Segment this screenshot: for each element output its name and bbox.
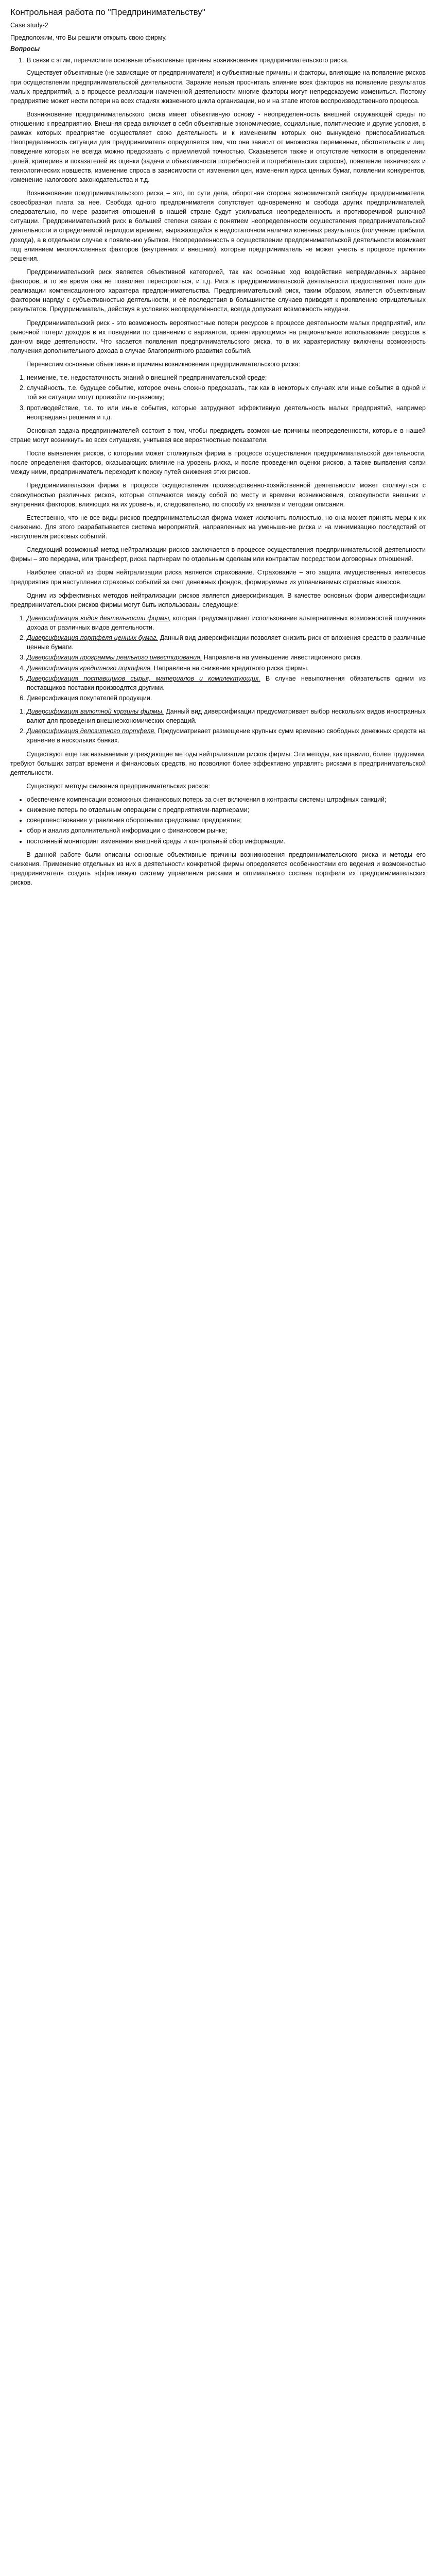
diversification-head: Диверсификация видов деятельности фирмы, — [27, 614, 171, 622]
diversification-text: Направлена на уменьшение инвестиционного риска. — [202, 654, 362, 662]
diversification-item — [27, 614, 426, 632]
method-item: • совершенствование управления оборотными средствами предприятия; — [27, 816, 426, 825]
diversification-item — [27, 726, 426, 745]
paragraph: Одним из эффективных методов нейтрализации рисков является диверсификация. В качестве основных форм диверсификации предпринимательских рисков фирмы могут быть использованы следующие: — [10, 591, 426, 608]
reason-item: 2. случайность, т.е. будущее событие, которое очень сложно предсказать, так как в некоторых случаях или иные события в одной и той же ситуации могут произойти по-разному; — [27, 383, 426, 402]
diversification-text: Данный вид диверсификации позволяет снизить риск от вложения средств в различные ценные бумаги. — [27, 634, 426, 651]
reason-item: 3. противодействие, т.е. то или иные события, которые затрудняют эффективную деятельность малых предприятий, например неоправданы решения и т.д. — [27, 403, 426, 422]
paragraph: В данной работе были описаны основные объективные причины возникновения предпринимательского риска и методы его снижения. Применение отдельных из них в деятельности конкретной фирмы определяется особенностями его ведения и возможностью предпринимателя создать эффективную систему управления рисками и оптимального состава портфеля их предпринимательских рисков. — [10, 851, 426, 886]
diversification-text: Данный вид диверсификации предусматривает выбор нескольких видов иностранных валют для проведения внешнеэкономических операций. — [27, 708, 426, 725]
diversification-item — [27, 707, 426, 725]
assumption: Предположим, что Вы решили открыть свою фирму. — [10, 34, 167, 42]
paragraph: Следующий возможный метод нейтрализации рисков заключается в процессе осуществления предпринимательской деятельности фирмы – это передача, или трансферт, риска партнерам по отдельным сделкам или контрактам посредством договорных отношений. — [10, 546, 426, 563]
diversification-text: В случае невыполнения обязательств одним из поставщиков поставки производятся другими. — [27, 674, 426, 691]
reason-item: 1. неимение, т.е. недостаточность знаний о внешней предпринимательской среде; — [27, 373, 426, 382]
diversification-head: Диверсификация портфеля ценных бумаг. — [27, 634, 158, 642]
method-item: • снижение потерь по отдельным операциям с предприятиями-партнерами; — [27, 805, 426, 815]
diversification-head: Диверсификация покупателей продукции. — [27, 694, 152, 702]
diversification-item — [27, 674, 426, 692]
diversification-sublist — [10, 707, 426, 745]
diversification-text: Предусматривает размещение крупных сумм временно свободных денежных средств на хранение в нескольких банках. — [27, 727, 426, 744]
paragraph: Возникновение предпринимательского риска имеет объективную основу - неопределенность внешней окружающей среды по отношению к предприятию. Внешняя среда включает в себя объективные экономические, социальные, политические и другие условия, в рамках которых предприятие осуществляет свою деятельность и к изменениям которых оно вынуждено приспосабливаться. Неопределенность ситуации для предпринимателя определяется тем, что она зависит от множества переменных, обстоятельств и лиц, поведение которых не всегда можно предсказать с приемлемой точностью. Сказывается также и отсутствие четкости в определении целей, критериев и показателей их оценки (задачи и объективности потребностей и потребительских спросов), появление технических и технологических новшеств, изменение спроса в зависимости от изменения цен, изменения курса ценных бумаг, появлении конкурентов, изменение налогового законодательства и т.д. — [10, 110, 426, 183]
case-label: Case study-2 — [10, 22, 48, 29]
paragraph: Возникновение предпринимательского риска – это, по сути дела, оборотная сторона экономической свободы предпринимателя, своеобразная плата за нее. Свобода одного предпринимателя сопутствует одновременно и свобода других предпринимателей, следовательно, по мере развития отношений в нашей стране будут усиливаться неопределенность и противоречивой рыночной ситуации. Предпринимательский риск в большей степени связан с понятием неопределенности осуществления предпринимательской деятельности и определяемой периодом времени, выражающейся в недостаточном наличии конечных результатов (получение прибыли, дохода), а в отдельном случае к появлению убытков. Неопределенность в осуществлении предпринимательской деятельности возникает под влиянием многочисленных факторов (внутренних и внешних), которые предприниматель не может учесть в процессе принятия решения. — [10, 189, 426, 262]
diversification-head: Диверсификация валютной корзины фирмы. — [27, 708, 164, 715]
paragraph: Предпринимательская фирма в процессе осуществления производственно-хозяйственной деятельности может столкнуться с совокупностью различных рисков, которые отличаются между собой по месту и времени возникновения, совокупности внешних и внутренних факторов, влияющих на их уровень, и, следовательно, по способу их анализа и методам описания. — [10, 482, 426, 508]
methods-list — [10, 795, 426, 846]
diversification-text: Направлена на снижение кредитного риска фирмы. — [152, 664, 309, 672]
diversification-item — [27, 653, 426, 662]
paragraph: Предпринимательский риск - это возможность вероятностные потери ресурсов в процессе деятельности малых предприятий, или рыночной потери доходов в их поведении по сравнению с вариантом, ориентирующимся на рациональное использование ресурсов в данном виде деятельности. Что касается появления предпринимательского риска, то в их характеристику включены возможность получения дополнительного дохода в случае благоприятного развития событий. — [10, 319, 426, 354]
method-item: • постоянный мониторинг изменения внешней среды и контрольный сбор информации. — [27, 837, 426, 846]
paragraph: Существуют методы снижения предпринимательских рисков: — [26, 782, 210, 790]
diversification-head: Диверсификация программы реального инвестирования. — [27, 654, 202, 662]
questions-list — [10, 56, 426, 65]
question-item: 1. В связи с этим, перечислите основные объективные причины возникновения предпринимательского риска. — [26, 56, 426, 65]
method-item: • сбор и анализ дополнительной информации о финансовом рынке; — [27, 826, 426, 835]
paragraph: Предпринимательский риск является объективной категорией, так как основные ход воздействия непредвиденных заранее факторов, и то же время она не позволяет перестроиться, и т.д. Риск в предпринимательской деятельности предоставляет поле для реализации компенсационного характера предпринимательства. Предпринимательский риск, таким образом, является объективным фактором наряду с субъективностью деятельности, и её последствия в большинстве случаев приводят к проявлению отрицательных результатов. Предприниматель, действуя в условиях неопределённости, всегда допускает возможность неудачи. — [10, 268, 426, 313]
reasons-list — [10, 373, 426, 422]
diversification-text: которая предусматривает использование альтернативных возможностей получения дохода от различных видов деятельности. — [27, 614, 426, 631]
document-title: Контрольная работа по "Предпринимательству" — [10, 7, 205, 17]
diversification-head: Диверсификация депозитного портфеля. — [27, 727, 156, 735]
questions-label: Вопросы — [10, 45, 40, 53]
document — [0, 0, 436, 907]
paragraph: Основная задача предпринимателей состоит в том, чтобы предвидеть возможные причины неопределенности, которые в нашей стране могут возникнуть во всех ситуациях, учитывая все вероятностные показатели. — [10, 427, 426, 444]
diversification-item — [27, 633, 426, 652]
diversification-item — [27, 664, 426, 673]
diversification-list — [10, 614, 426, 703]
diversification-head: Диверсификация поставщиков сырья, материалов и комплектующих. — [27, 674, 260, 682]
paragraph: Наиболее опасной из форм нейтрализации риска является страхование. Страхование – это защита имущественных интересов предприятия при наступлении страховых событий за счет денежных фондов, формируемых из уплачиваемых страховых взносов. — [10, 569, 426, 586]
paragraph: Существует объективные (не зависящие от предпринимателя) и субъективные причины и факторы, влияющие на появление рисков при осуществлении предпринимательской деятельности. Зарание нельзя просчитать влияние всех факторов на появление результатов малых предприятий, а в процессе реализации намеченной деятельности многие факторы могут непредсказуемо измениться. Поэтому предприятие может нести потери на всех стадиях жизненного цикла организации, но и на этапе итогов воспроизводственного процесса. — [10, 69, 426, 105]
diversification-head: Диверсификация кредитного портфеля. — [27, 664, 152, 672]
paragraph: Естественно, что не все виды рисков предпринимательская фирма может исключить полностью, но она может принять меры к их снижению. Для этого разрабатывается система мероприятий, направленных на уменьшение риска и на минимизацию последствий от наступления рисковых событий. — [10, 514, 426, 540]
diversification-item — [27, 693, 426, 703]
paragraph: Существуют еще так называемые упреждающие методы нейтрализации рисков фирмы. Эти методы, как правило, более трудоемки, требуют больших затрат времени и финансовых средств, но позволяют более эффективно управлять рисками в предпринимательской деятельности. — [10, 750, 426, 776]
paragraph: После выявления рисков, с которыми может столкнуться фирма в процессе осуществления предпринимательской деятельности, после определения факторов, оказывающих влияние на уровень риска, и после проведения оценки рисков, а также выявления связи между ними, предприниматель переходит к поиску путей снижения этих рисков. — [10, 450, 426, 476]
method-item: • обеспечение компенсации возможных финансовых потерь за счет включения в контракты системы штрафных санкций; — [27, 795, 426, 804]
paragraph: Перечислим основные объективные причины возникновения предпринимательского риска: — [26, 361, 301, 368]
